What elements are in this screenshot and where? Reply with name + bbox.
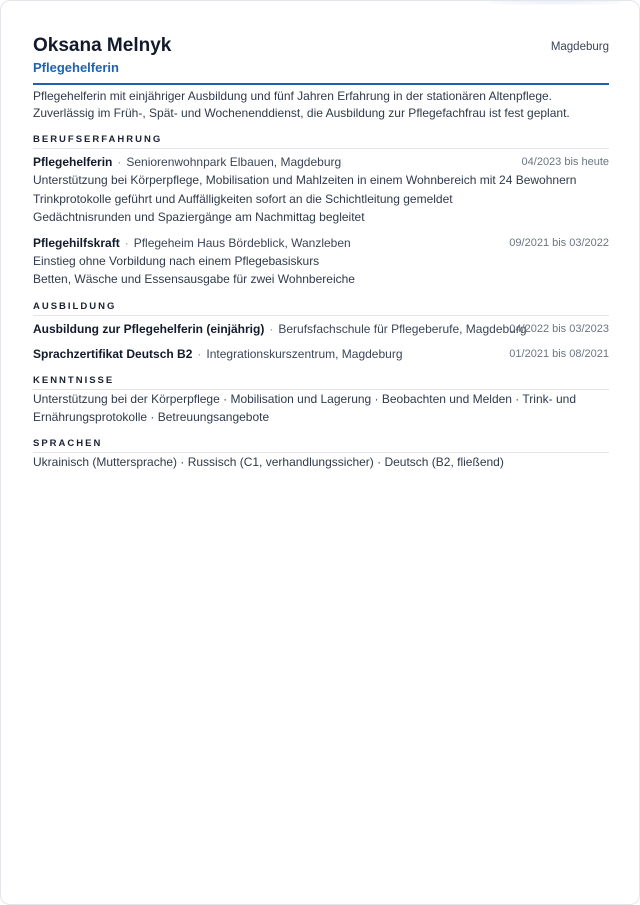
separator-dot: · [117,155,122,169]
employer: Seniorenwohnpark Elbauen, Magdeburg [126,155,342,169]
education-dates: 01/2021 bis 08/2021 [509,347,609,360]
education-entry [33,346,609,363]
languages-list: Ukrainisch (Muttersprache) · Russisch (C1, verhandlungssicher) · Deutsch (B2, fließend) [33,454,504,469]
header-divider [33,83,609,85]
education-entry-head [33,321,609,338]
person-location: Magdeburg [550,41,609,53]
education-entry-head [33,346,609,363]
resume-header [33,35,609,83]
experience-entry-head [33,235,609,252]
job-detail: Trinkprotokolle geführt und Auffälligkeiten sofort an die Schichtleitung gemeldet [33,191,453,206]
section-title-experience: BERUFSERFAHRUNG [33,134,609,149]
section-title-education: AUSBILDUNG [33,301,609,316]
experience-entry [33,235,609,289]
degree-title: Ausbildung zur Pflegehelferin (einjährig) [33,321,265,336]
job-title: Pflegehilfskraft [33,235,120,250]
separator-dot: · [197,346,202,361]
person-name: Oksana Melnyk [33,35,172,56]
section-title-languages: SPRACHEN [33,438,609,453]
profile-summary: Pflegehelferin mit einjähriger Ausbildung und fünf Jahren Erfahrung in der stationären Altenpflege. Zuverlässig im Früh-, Spät- und Wochenenddienst, die Ausbildung zur Pflegefachfrau ist fest geplant. [33,89,570,120]
job-dates: 04/2023 bis heute [521,156,609,168]
skills-section [33,375,609,426]
job-detail: Unterstützung bei Körperpflege, Mobilisation und Mahlzeiten in einem Wohnbereich mit 24 Bewohnern [33,173,577,187]
job-detail: Einstieg ohne Vorbildung nach einem Pflegebasiskurs [33,253,320,268]
job-title: Pflegehelferin [33,155,113,169]
education-dates: 04/2022 bis 03/2023 [509,322,609,335]
experience-entry [33,154,609,227]
top-edge-glow [489,0,619,5]
degree-title: Sprachzertifikat Deutsch B2 [33,346,193,361]
separator-dot: · [124,235,129,250]
separator-dot: · [269,321,274,336]
education-entry [33,321,609,338]
resume-content [33,35,609,471]
education-section [33,301,609,363]
job-detail: Betten, Wäsche und Essensausgabe für zwei Wohnbereiche [33,272,355,286]
job-dates: 09/2021 bis 03/2022 [509,236,609,249]
person-role: Pflegehelferin [33,60,119,75]
job-detail: Gedächtnisrunden und Spaziergänge am Nachmittag begleitet [33,210,365,224]
section-title-skills: KENNTNISSE [33,375,609,390]
skills-line: Unterstützung bei der Körperpflege · Mobilisation und Lagerung · Beobachten und Melden · Trink- und [33,391,576,406]
skills-line: Ernährungsprotokolle · Betreuungsangebote [33,409,270,424]
experience-entry-head [33,154,609,171]
languages-section [33,438,609,471]
employer: Pflegeheim Haus Bördeblick, Wanzleben [133,235,351,250]
experience-section [33,134,609,289]
institution: Integrationskurszentrum, Magdeburg [206,346,403,361]
institution: Berufsfachschule für Pflegeberufe, Magdeburg [278,321,527,336]
